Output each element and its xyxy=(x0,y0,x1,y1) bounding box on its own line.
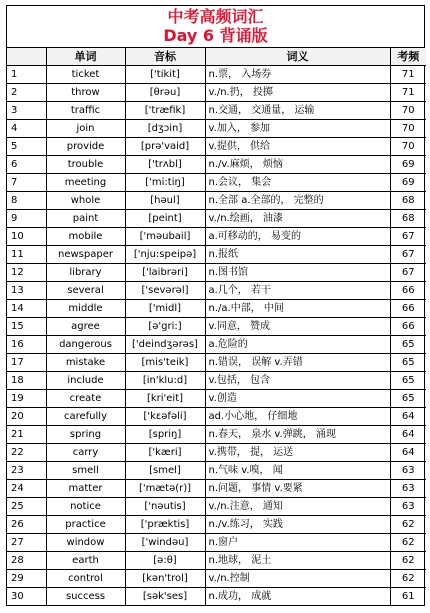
row-meaning: a.几个， 若干 xyxy=(205,282,390,300)
row-meaning: a.可移动的， 易变的 xyxy=(205,228,390,246)
row-number: 15 xyxy=(7,318,46,336)
table-row xyxy=(7,534,426,552)
table-body xyxy=(7,66,426,606)
table-row xyxy=(7,354,426,372)
row-number: 1 xyxy=(7,66,46,84)
table-row xyxy=(7,282,426,300)
row-frequency: 64 xyxy=(390,426,426,444)
vocabulary-sheet xyxy=(6,5,425,606)
row-meaning: n.报纸 xyxy=(205,246,390,264)
row-number: 23 xyxy=(7,462,46,480)
row-frequency: 62 xyxy=(390,552,426,570)
header-num xyxy=(7,48,46,66)
table-row xyxy=(7,390,426,408)
row-frequency: 70 xyxy=(390,138,426,156)
header-freq: 考频 xyxy=(390,48,426,66)
row-phonetic: [in'klu:d] xyxy=(125,372,205,390)
table-row xyxy=(7,192,426,210)
row-meaning: v.携带， 提， 运送 xyxy=(205,444,390,462)
row-phonetic: [ə:θ] xyxy=(125,552,205,570)
row-number: 13 xyxy=(7,282,46,300)
row-frequency: 65 xyxy=(390,336,426,354)
row-phonetic: ['laibrəri] xyxy=(125,264,205,282)
row-frequency: 65 xyxy=(390,372,426,390)
row-word: mistake xyxy=(46,354,125,372)
row-frequency: 66 xyxy=(390,300,426,318)
row-number: 24 xyxy=(7,480,46,498)
row-meaning: ad.小心地， 仔细地 xyxy=(205,408,390,426)
row-frequency: 68 xyxy=(390,192,426,210)
table-row xyxy=(7,552,426,570)
row-meaning: n.会议， 集会 xyxy=(205,174,390,192)
row-number: 30 xyxy=(7,588,46,606)
row-word: window xyxy=(46,534,125,552)
header-word: 单词 xyxy=(46,48,125,66)
row-meaning: v./n.控制 xyxy=(205,570,390,588)
row-frequency: 71 xyxy=(390,66,426,84)
row-word: dangerous xyxy=(46,336,125,354)
row-number: 25 xyxy=(7,498,46,516)
row-number: 10 xyxy=(7,228,46,246)
table-row xyxy=(7,480,426,498)
row-meaning: n.地球， 泥土 xyxy=(205,552,390,570)
row-word: paint xyxy=(46,210,125,228)
row-phonetic: [mis'teik] xyxy=(125,354,205,372)
row-number: 22 xyxy=(7,444,46,462)
row-phonetic: [həul] xyxy=(125,192,205,210)
row-number: 3 xyxy=(7,102,46,120)
row-meaning: a.危险的 xyxy=(205,336,390,354)
row-number: 9 xyxy=(7,210,46,228)
row-word: provide xyxy=(46,138,125,156)
row-number: 7 xyxy=(7,174,46,192)
table-row xyxy=(7,102,426,120)
table-row xyxy=(7,264,426,282)
page-subtitle: Day 6 背诵版 xyxy=(163,26,268,45)
row-word: traffic xyxy=(46,102,125,120)
row-number: 8 xyxy=(7,192,46,210)
row-number: 11 xyxy=(7,246,46,264)
row-word: carefully xyxy=(46,408,125,426)
row-frequency: 71 xyxy=(390,84,426,102)
table-row xyxy=(7,444,426,462)
row-meaning: n./a.中部， 中间 xyxy=(205,300,390,318)
row-frequency: 69 xyxy=(390,156,426,174)
table-row xyxy=(7,246,426,264)
row-phonetic: ['trʌbl] xyxy=(125,156,205,174)
vocabulary-table xyxy=(7,48,426,605)
row-number: 21 xyxy=(7,426,46,444)
row-word: middle xyxy=(46,300,125,318)
row-number: 12 xyxy=(7,264,46,282)
row-word: matter xyxy=(46,480,125,498)
row-word: create xyxy=(46,390,125,408)
row-phonetic: ['kɛəfəli] xyxy=(125,408,205,426)
row-frequency: 69 xyxy=(390,174,426,192)
table-row xyxy=(7,336,426,354)
row-number: 2 xyxy=(7,84,46,102)
table-row xyxy=(7,84,426,102)
row-phonetic: ['nəutis] xyxy=(125,498,205,516)
row-frequency: 68 xyxy=(390,210,426,228)
row-frequency: 66 xyxy=(390,318,426,336)
row-number: 14 xyxy=(7,300,46,318)
header-ipa: 音标 xyxy=(125,48,205,66)
table-header-row xyxy=(7,48,426,66)
row-frequency: 65 xyxy=(390,390,426,408)
row-phonetic: [dʒɔin] xyxy=(125,120,205,138)
row-phonetic: [kən'trol] xyxy=(125,570,205,588)
row-phonetic: [prə'vaid] xyxy=(125,138,205,156)
row-meaning: n.票， 入场券 xyxy=(205,66,390,84)
table-row xyxy=(7,300,426,318)
row-number: 28 xyxy=(7,552,46,570)
row-word: control xyxy=(46,570,125,588)
row-meaning: v.同意， 赞成 xyxy=(205,318,390,336)
row-word: agree xyxy=(46,318,125,336)
row-frequency: 67 xyxy=(390,264,426,282)
row-meaning: v.加入， 参加 xyxy=(205,120,390,138)
row-meaning: v.包括， 包含 xyxy=(205,372,390,390)
table-row xyxy=(7,210,426,228)
row-meaning: v./n.扔， 投掷 xyxy=(205,84,390,102)
row-phonetic: [θrəu] xyxy=(125,84,205,102)
row-word: earth xyxy=(46,552,125,570)
table-row xyxy=(7,138,426,156)
table-row xyxy=(7,372,426,390)
row-word: ticket xyxy=(46,66,125,84)
row-phonetic: [smel] xyxy=(125,462,205,480)
row-word: practice xyxy=(46,516,125,534)
row-number: 29 xyxy=(7,570,46,588)
table-row xyxy=(7,318,426,336)
row-phonetic: [sək'ses] xyxy=(125,588,205,606)
row-frequency: 64 xyxy=(390,444,426,462)
row-phonetic: [peint] xyxy=(125,210,205,228)
row-word: several xyxy=(46,282,125,300)
row-meaning: n.成功， 成就 xyxy=(205,588,390,606)
row-phonetic: ['præktis] xyxy=(125,516,205,534)
row-word: carry xyxy=(46,444,125,462)
row-word: notice xyxy=(46,498,125,516)
table-row xyxy=(7,174,426,192)
row-word: smell xyxy=(46,462,125,480)
row-meaning: n.问题， 事情 v.要紧 xyxy=(205,480,390,498)
row-number: 5 xyxy=(7,138,46,156)
row-word: join xyxy=(46,120,125,138)
row-meaning: v./n.绘画， 油漆 xyxy=(205,210,390,228)
row-frequency: 67 xyxy=(390,246,426,264)
row-number: 27 xyxy=(7,534,46,552)
row-frequency: 62 xyxy=(390,570,426,588)
row-phonetic: ['midl] xyxy=(125,300,205,318)
row-meaning: v.提供， 供给 xyxy=(205,138,390,156)
row-frequency: 62 xyxy=(390,516,426,534)
row-meaning: n./v.麻烦， 烦恼 xyxy=(205,156,390,174)
row-meaning: v./n.注意， 通知 xyxy=(205,498,390,516)
table-row xyxy=(7,66,426,84)
row-word: mobile xyxy=(46,228,125,246)
row-frequency: 63 xyxy=(390,498,426,516)
row-number: 4 xyxy=(7,120,46,138)
header-meaning: 词义 xyxy=(205,48,390,66)
row-phonetic: [kri'eit] xyxy=(125,390,205,408)
row-word: trouble xyxy=(46,156,125,174)
row-number: 26 xyxy=(7,516,46,534)
row-number: 6 xyxy=(7,156,46,174)
row-number: 16 xyxy=(7,336,46,354)
row-word: library xyxy=(46,264,125,282)
row-number: 17 xyxy=(7,354,46,372)
table-row xyxy=(7,408,426,426)
row-meaning: n.窗户 xyxy=(205,534,390,552)
row-frequency: 64 xyxy=(390,408,426,426)
row-word: newspaper xyxy=(46,246,125,264)
row-phonetic: ['məubail] xyxy=(125,228,205,246)
page-title: 中考高频词汇 xyxy=(167,7,264,26)
row-frequency: 63 xyxy=(390,480,426,498)
row-word: throw xyxy=(46,84,125,102)
row-frequency: 63 xyxy=(390,462,426,480)
table-row xyxy=(7,588,426,606)
row-meaning: n./v.练习， 实践 xyxy=(205,516,390,534)
row-phonetic: ['deindʒərəs] xyxy=(125,336,205,354)
row-word: meeting xyxy=(46,174,125,192)
row-phonetic: ['nju:speipə] xyxy=(125,246,205,264)
row-word: spring xyxy=(46,426,125,444)
table-row xyxy=(7,228,426,246)
row-phonetic: ['mætə(r)] xyxy=(125,480,205,498)
row-word: whole xyxy=(46,192,125,210)
row-word: include xyxy=(46,372,125,390)
row-frequency: 65 xyxy=(390,354,426,372)
row-frequency: 70 xyxy=(390,120,426,138)
row-meaning: n.错误， 误解 v.弄错 xyxy=(205,354,390,372)
table-row xyxy=(7,498,426,516)
row-frequency: 67 xyxy=(390,228,426,246)
table-row xyxy=(7,570,426,588)
row-phonetic: ['træfik] xyxy=(125,102,205,120)
row-number: 20 xyxy=(7,408,46,426)
row-phonetic: [spriŋ] xyxy=(125,426,205,444)
row-frequency: 61 xyxy=(390,588,426,606)
row-frequency: 62 xyxy=(390,534,426,552)
table-row xyxy=(7,426,426,444)
row-phonetic: ['windəu] xyxy=(125,534,205,552)
row-meaning: n.气味 v.嗅， 闻 xyxy=(205,462,390,480)
row-word: success xyxy=(46,588,125,606)
row-phonetic: ['kæri] xyxy=(125,444,205,462)
table-row xyxy=(7,516,426,534)
row-meaning: n.春天， 泉水 v.弹跳， 涌现 xyxy=(205,426,390,444)
row-phonetic: ['sevərəl] xyxy=(125,282,205,300)
table-row xyxy=(7,156,426,174)
title-block xyxy=(7,6,424,48)
row-frequency: 70 xyxy=(390,102,426,120)
row-frequency: 66 xyxy=(390,282,426,300)
row-number: 18 xyxy=(7,372,46,390)
table-row xyxy=(7,120,426,138)
row-phonetic: ['mi:tiŋ] xyxy=(125,174,205,192)
row-meaning: n.图书馆 xyxy=(205,264,390,282)
row-phonetic: [ə'gri:] xyxy=(125,318,205,336)
row-number: 19 xyxy=(7,390,46,408)
table-row xyxy=(7,462,426,480)
row-phonetic: ['tikit] xyxy=(125,66,205,84)
row-meaning: n.全部 a.全部的， 完整的 xyxy=(205,192,390,210)
row-meaning: n.交通， 交通量， 运输 xyxy=(205,102,390,120)
row-meaning: v.创造 xyxy=(205,390,390,408)
